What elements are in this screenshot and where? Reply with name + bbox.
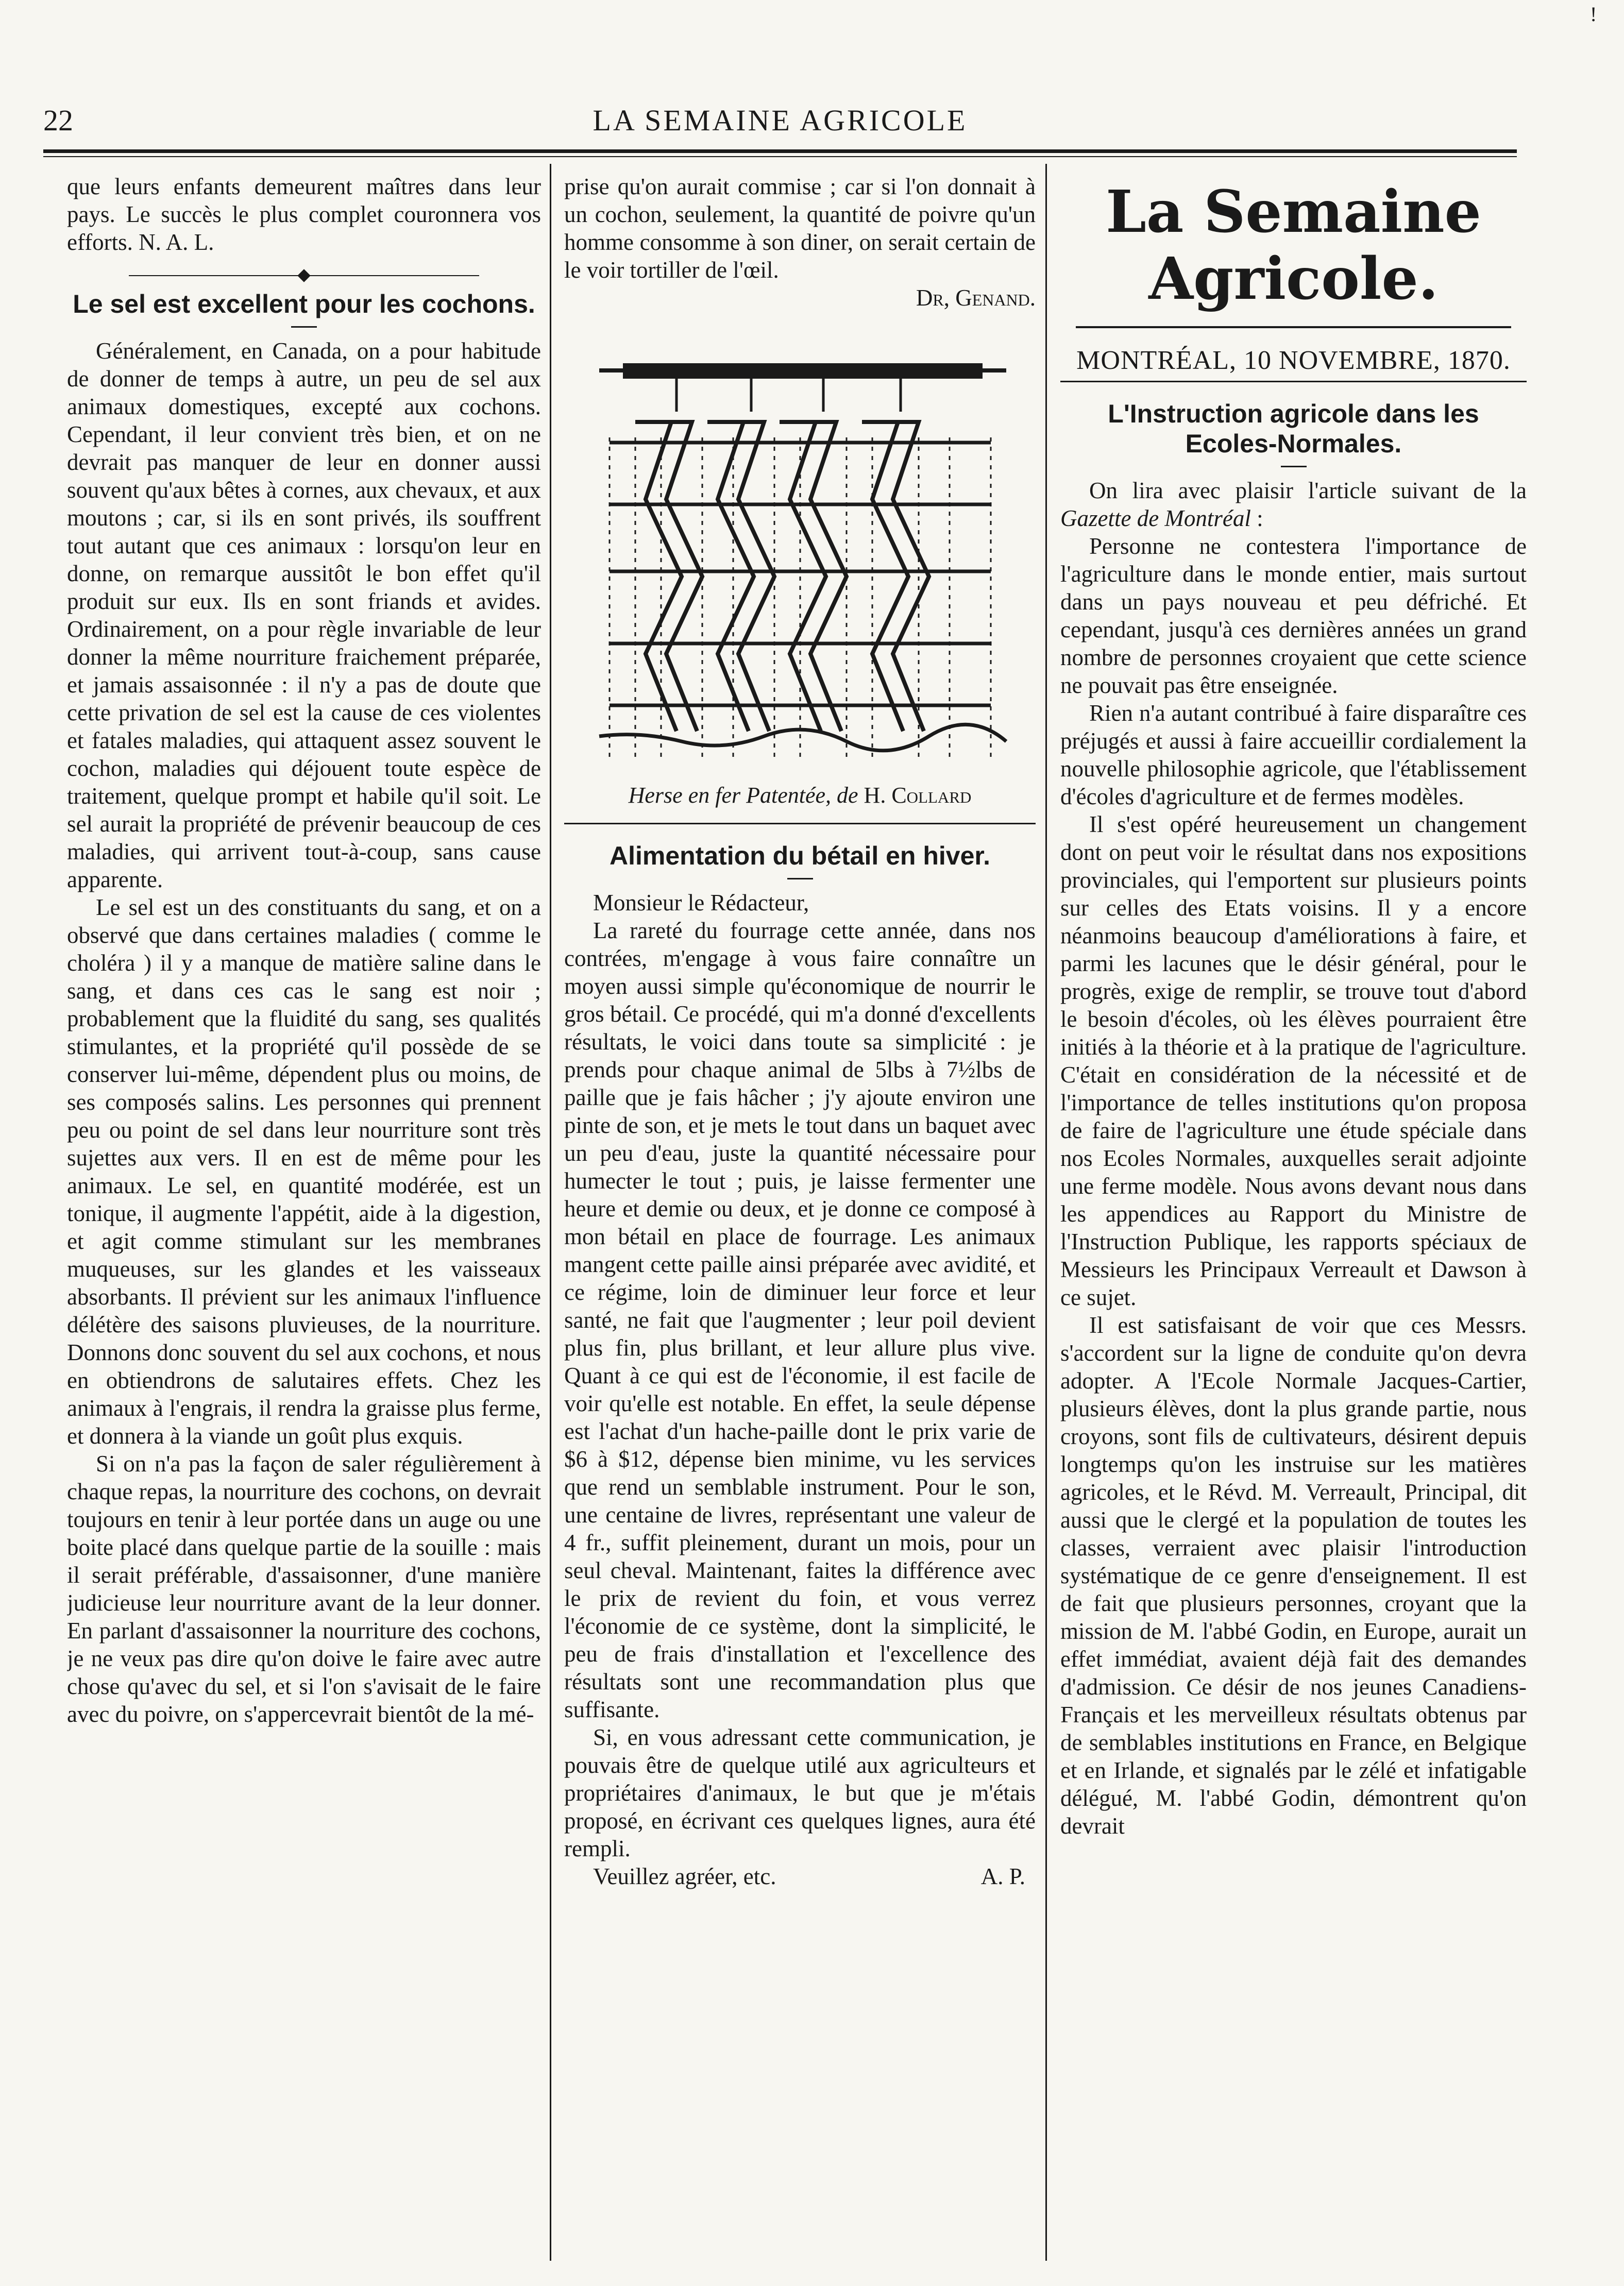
dateline-rule <box>1060 381 1527 382</box>
page-header <box>43 103 1517 144</box>
article-title-sel: Le sel est excellent pour les cochons. <box>73 290 535 318</box>
author-signature: Dr, Genand. <box>916 285 1036 311</box>
section-ornament <box>67 269 541 282</box>
article-paragraph: Généralement, en Canada, on a pour habitude de donner de temps à autre, un peu de sel aux animaux domestiques, excepté aux cochons. Cependant, il leur convient très bien, et on ne devrait pas manquer de leur en donner aussi souvent qu'aux bêtes à cornes, aux chevaux, et aux moutons ; car, si ils en sont privés, ils souffrent tout autant que ces animaux : lorsqu'on leur en donne, on remarque aussitôt le bon effet qu'il produit sur eux. Ils en sont friands et avides. Ordinairement, on a pour règle invariable de leur donner la même nourriture fraichement préparée, et jamais assaisonnée : il n'y a pas de doute que cette privation de sel est la cause de ces violentes et fatales maladies, qui attaquent assez souvent le cochon, maladies qui déjouent toute espèce de traitement, quelque prompt et habile qu'il soit. Le sel aurait la propriété de prévenir beaucoup de ces maladies, qui arrivent tout-à-coup, sans cause apparente. <box>67 338 541 892</box>
publication-name: Gazette de Montréal <box>1060 505 1251 531</box>
intro-text: On lira avec plaisir l'article suivant de la <box>1089 478 1527 503</box>
page-number: 22 <box>43 104 73 137</box>
article-paragraph: Si on n'a pas la façon de saler régulièrement à chaque repas, la nourriture des cochons, on devrait toujours en tenir à leur portée dans un auge ou une boite placé dans quelque partie de la souille : mais il serait préférable, d'assaisonner, d'une manière judicieuse leur nourriture avant de la leur donner. En parlant d'assaisonner la nourriture des cochons, je ne veux pas dire qu'on doive le faire avec autre chose qu'avec du sel, et si l'on s'avisait de le faire avec du poivre, on s'appercevrait bientôt de la mé- <box>67 1451 541 1727</box>
title-dash <box>787 878 813 879</box>
masthead-rule <box>1076 326 1511 328</box>
article-paragraph: Personne ne contestera l'importance de l'agriculture dans le monde entier, mais surtout dans un pays nouveau et peu défriché. Et cependant, jusqu'à ces dernières années un grand nombre de personnes croyaient que cette science ne pouvait pas être enseignée. <box>1060 533 1527 698</box>
article-paragraph: La rareté du fourrage cette année, dans nos contrées, m'engage à vous faire connaître un moyen aussi simple qu'économique de nourrir le gros bétail. Ce procédé, qui m'a donné d'excellents résultats, le voici dans toute sa simplicité : je prends pour chaque animal de 5lbs à 7½lbs de paille que je fais hâcher ; j'y ajoute environ une pinte de son, et je mets le tout dans un baquet avec un peu d'eau, juste la quantité nécessaire pour humecter le tout ; puis, je laisse fermenter une heure et demie ou deux, et je donne ce composé à mon bétail en place de fourrage. Les animaux mangent cette paille ainsi préparée avec avidité, et ce régime, loin de diminuer leur force et leur santé, ne fait que l'augmenter ; leur poil devient plus fin, plus brillant, et leur allure plus vive. Quant à ce qui est de l'économie, il est facile de voir qu'elle est notable. En effet, la seule dépense est l'achat d'un hache-paille dont le prix varie de $6 à $12, dépense bien minime, vu les services que rend un semblable instrument. Pour le son, une centaine de livres, représentant une valeur de 4 fr., suffit pleinement, durant un mois, pour un seul cheval. Maintenant, faites la différence avec le prix de revient du foin, et vous verrez l'économie de ce système, dont la simplicité, le peu de frais d'installation et l'excellence des résultats sont une recommandation plus que suffisante. <box>564 918 1036 1722</box>
salutation: Monsieur le Rédacteur, <box>593 890 809 916</box>
closing-text: Veuillez agréer, etc. <box>593 1864 776 1889</box>
continued-text: que leurs enfants demeurent maîtres dans leur pays. Le succès le plus complet couronnera vos efforts. <box>67 174 541 255</box>
section-rule <box>564 823 1036 824</box>
continued-paragraph: prise qu'on aurait commise ; car si l'on donnait à un cochon, seulement, la quantité de poivre qu'un homme consomme à son diner, on serait certain de le voir tortiller de l'œil. <box>564 174 1036 283</box>
column-1 <box>67 173 541 2264</box>
article-paragraph <box>1060 477 1527 532</box>
edge-mark: ! <box>1590 3 1597 26</box>
column-divider-2 <box>1045 164 1047 2261</box>
column-2 <box>564 173 1036 2264</box>
harrow-figure <box>564 334 1036 809</box>
column-3 <box>1060 173 1527 2264</box>
article-title-alimentation: Alimentation du bétail en hiver. <box>609 841 990 870</box>
figure-caption <box>564 782 1036 809</box>
header-rule <box>43 149 1517 153</box>
masthead-title: La Semaine Agricole. <box>1106 178 1481 313</box>
closing-signature: A. P. <box>980 1864 1025 1889</box>
closing-line <box>564 1862 1036 1890</box>
article-paragraph: Le sel est un des constituants du sang, et on a observé que dans certaines maladies ( comme le choléra ) il y a manque de matière saline dans le sang, et dans ces cas le sang est noir ; probablement que la fluidité du sang, ses qualités stimulantes, et la propriété qu'il possède de se conserver lui-même, dépendent plus ou moins, de ses composés salins. Les personnes qui prennent peu ou point de sel dans leur nourriture sont très sujettes aux vers. Il en est de même pour les animaux. Le sel, en quantité modérée, est un tonique, il augmente l'appétit, aide à la digestion, et agit comme stimulant sur les membranes muqueuses, sur les glandes et les vaisseaux absorbants. Il prévient sur les animaux l'influence délétère des saisons pluvieuses, de la nourriture. Donnons donc souvent du sel aux cochons, et nous en obtiendrons de salutaires effets. Chez les animaux à l'engrais, il rendra la graisse plus ferme, et donnera à la viande un goût plus exquis. <box>67 894 541 1449</box>
column-divider-1 <box>550 164 551 2261</box>
article-paragraph: Rien n'a autant contribué à faire disparaître ces préjugés et aussi à faire accueillir cordialement la nouvelle philosophie agricole, que l'établissement d'écoles d'agriculture et de fermes modèles. <box>1060 700 1527 809</box>
continued-paragraph <box>67 173 541 256</box>
title-dash <box>1281 466 1307 467</box>
article-paragraph: Si, en vous adressant cette communication, je pouvais être de quelque utilé aux agriculteurs et propriétaires d'animaux, le but que je m'étais proposé, en écrivant ces quelques lignes, aura été rempli. <box>564 1724 1036 1861</box>
header-rule-thin <box>43 156 1517 157</box>
article-title-instruction: L'Instruction agricole dans les Ecoles-Normales. <box>1108 399 1479 458</box>
running-title: LA SEMAINE AGRICOLE <box>593 104 968 137</box>
article-paragraph: Il s'est opéré heureusement un changement dont on peut voir le résultat dans nos expositions provinciales, qui l'emportent sur plusieurs points sur celles des Etats voisins. Il y a encore néanmoins beaucoup d'améliorations à faire, et parmi les lacunes que le désir général, pour le progrès, exige de remplir, se trouve tout d'abord le besoin d'écoles, où les élèves pourraient être initiés à la théorie et à la pratique de l'agriculture. C'était en considération de la nécessité et de l'importance de telles institutions qu'on proposa de faire de l'agriculture une étude spéciale dans nos Ecoles Normales, auxquelles serait adjointe une ferme modèle. Nous avons devant nous dans les appendices au Rapport du Ministre de l'Instruction Publique, les rapports spéciaux de Messieurs les Principaux Verreault et Dawson à ce sujet. <box>1060 811 1527 1310</box>
author-initials: N. A. L. <box>139 229 214 255</box>
title-dash <box>291 326 317 328</box>
article-paragraph: Il est satisfaisant de voir que ces Messrs. s'accordent sur la ligne de conduite qu'on devra adopter. A l'Ecole Normale Jacques-Cartier, plusieurs élèves, dont la plus grande partie, nous croyons, sont fils de cultivateurs, désirent depuis longtemps qu'on les instruise sur les matières agricoles, et le Révd. M. Verreault, Principal, dit aussi que le clergé et la population de toutes les classes, verraient avec plaisir l'introduction systématique de ce genre d'enseignement. Il est de fait que plusieurs personnes, croyant que la mission de M. l'abbé Godin, en Europe, aurait un effet immédiat, avaient déjà fait des demandes d'admission. Ce désir de nos jeunes Canadiens-Français et les merveilleux résultats obtenus par de semblables institutions en France, en Belgique et en Irlande, et signalés par le zélé et infatigable délégué, M. l'abbé Godin, démontrent qu'on devrait <box>1060 1312 1527 1839</box>
caption-author: H. Collard <box>864 783 972 808</box>
dateline: MONTRÉAL, 10 NOVEMBRE, 1870. <box>1076 346 1511 375</box>
intro-punctuation: : <box>1257 505 1263 531</box>
harrow-illustration <box>579 334 1022 777</box>
caption-title: Herse en fer Patentée, de <box>628 783 858 808</box>
